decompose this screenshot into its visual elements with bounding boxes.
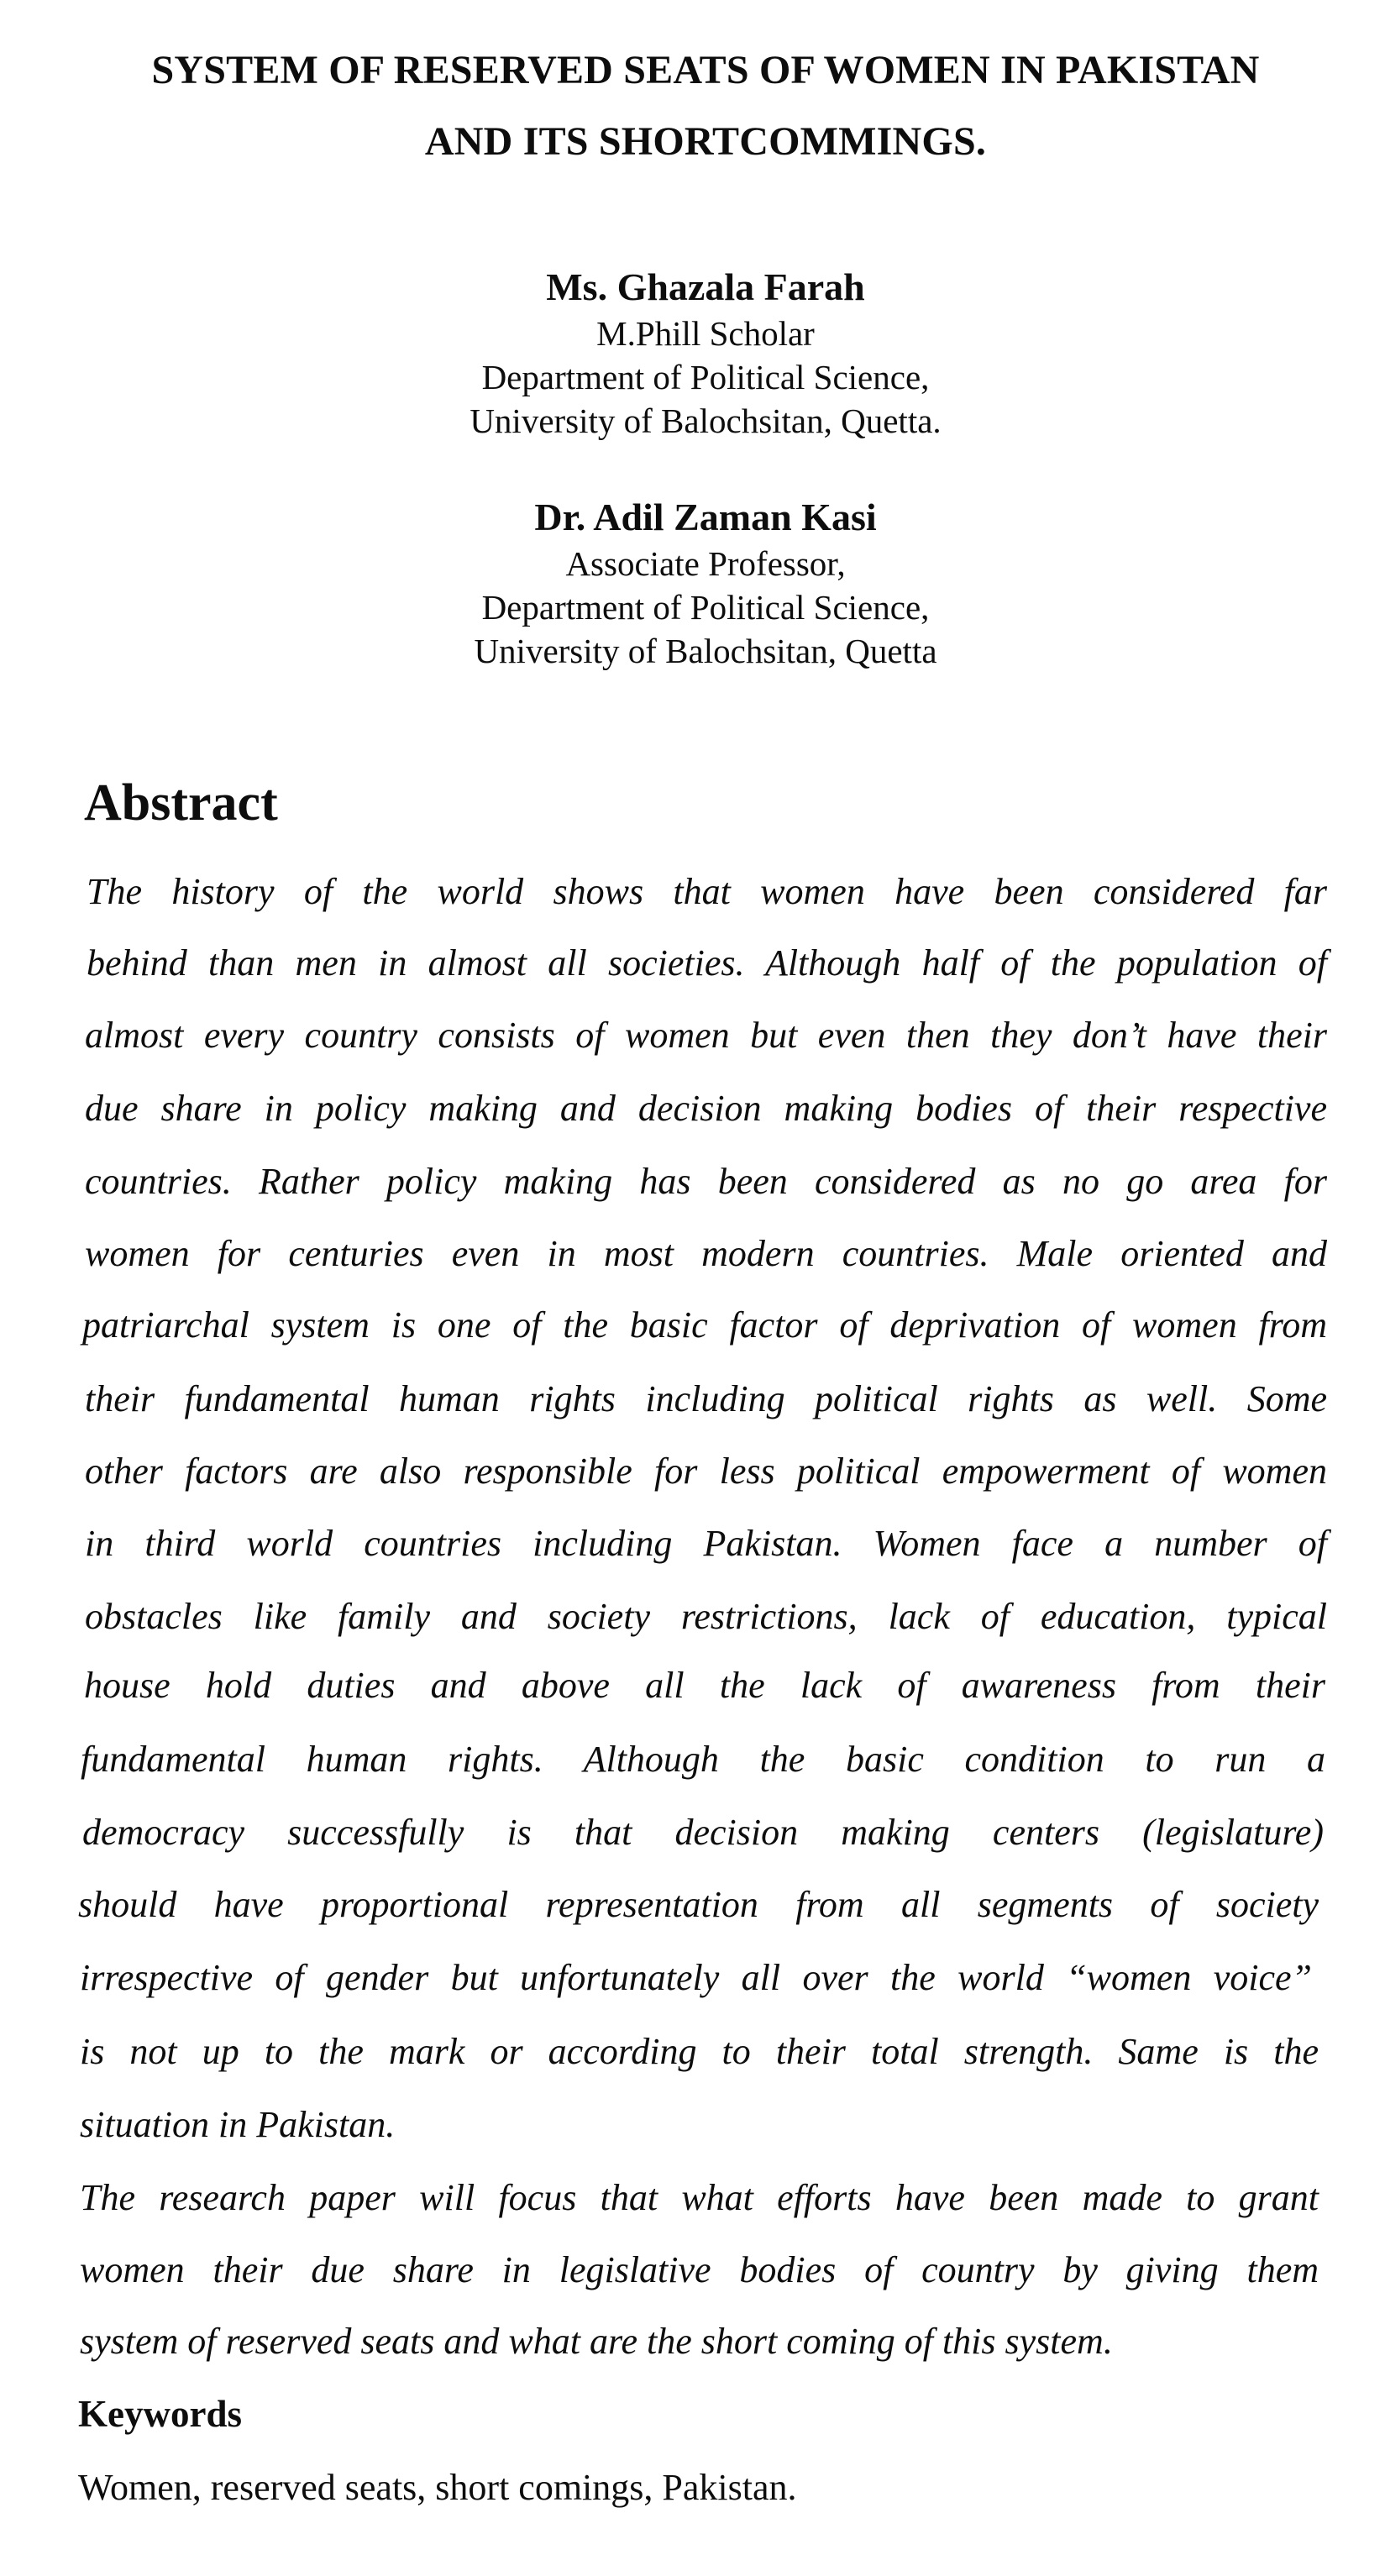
- keywords-text: Women, reserved seats, short comings, Pakistan.: [78, 2467, 797, 2508]
- author-name: Ms. Ghazala Farah: [546, 265, 865, 308]
- author-university: University of Balochsitan, Quetta.: [470, 401, 942, 440]
- abstract-line: other factors are also responsible for less political empowerment of women: [85, 1451, 1327, 1492]
- abstract-line: The history of the world shows that women have been considered far: [87, 871, 1327, 912]
- abstract-line: due share in policy making and decision making bodies of their respective: [85, 1088, 1327, 1129]
- paper-title-line-2: AND ITS SHORTCOMMINGS.: [424, 119, 987, 164]
- author-name: Dr. Adil Zaman Kasi: [534, 496, 877, 538]
- abstract-line: obstacles like family and society restrictions, lack of education, typical: [85, 1596, 1327, 1637]
- abstract-line: patriarchal system is one of the basic factor of deprivation of women from: [82, 1304, 1327, 1346]
- author-department: Department of Political Science,: [481, 358, 930, 396]
- abstract-line: women for centuries even in most modern countries. Male oriented and: [85, 1233, 1327, 1274]
- author-department: Department of Political Science,: [481, 588, 930, 627]
- abstract-line: in third world countries including Pakistan. Women face a number of: [85, 1523, 1327, 1564]
- keywords-heading: Keywords: [78, 2393, 242, 2435]
- abstract-line: countries. Rather policy making has been considered as no go area for: [85, 1161, 1327, 1202]
- author-designation: M.Phill Scholar: [596, 314, 815, 353]
- abstract-line: behind than men in almost all societies. Although half of the population of: [87, 942, 1327, 984]
- abstract-heading: Abstract: [84, 774, 278, 832]
- abstract-line: their fundamental human rights including political rights as well. Some: [85, 1378, 1327, 1419]
- abstract-line: women their due share in legislative bodies of country by giving them: [80, 2249, 1319, 2290]
- abstract-line: almost every country consists of women but even then they don’t have their: [85, 1015, 1327, 1056]
- abstract-line: irrespective of gender but unfortunately all over the world “women voice”: [80, 1957, 1312, 1998]
- author-university: University of Balochsitan, Quetta: [474, 632, 937, 670]
- paper-title-line-1: SYSTEM OF RESERVED SEATS OF WOMEN IN PAKISTAN: [151, 48, 1260, 92]
- author-designation: Associate Professor,: [565, 544, 846, 583]
- abstract-line: fundamental human rights. Although the basic condition to run a: [81, 1739, 1325, 1780]
- abstract-line: democracy successfully is that decision making centers (legislature): [82, 1812, 1324, 1853]
- abstract-line: situation in Pakistan.: [80, 2104, 396, 2145]
- abstract-line: house hold duties and above all the lack of awareness from their: [84, 1665, 1325, 1706]
- abstract-line: system of reserved seats and what are the short coming of this system.: [80, 2321, 1113, 2362]
- abstract-line: should have proportional representation from all segments of society: [78, 1884, 1319, 1925]
- abstract-line: The research paper will focus that what efforts have been made to grant: [80, 2177, 1319, 2218]
- abstract-line: is not up to the mark or according to their total strength. Same is the: [80, 2031, 1319, 2072]
